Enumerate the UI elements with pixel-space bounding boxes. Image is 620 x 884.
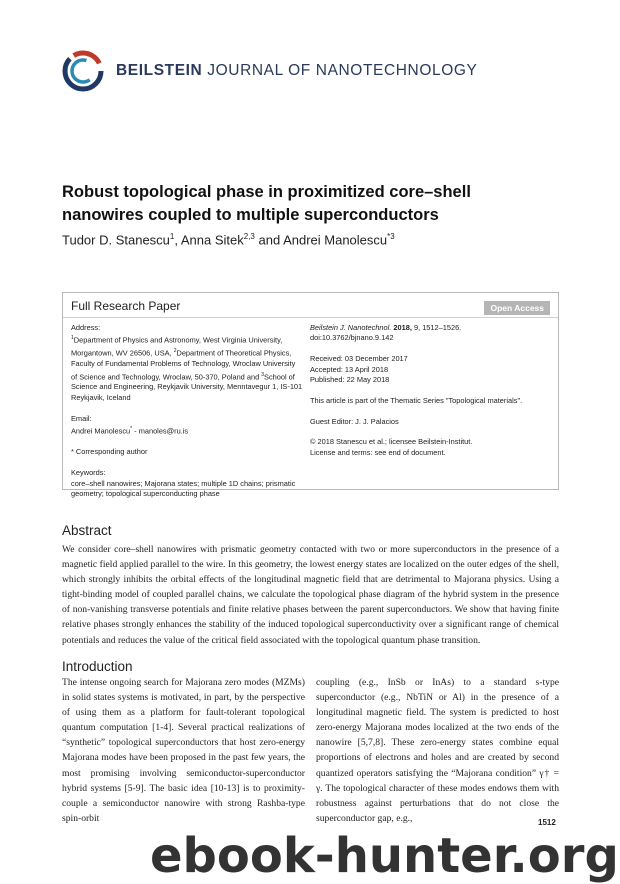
author-list: Tudor D. Stanescu$^1$, Anna Sitek$^{2,3}$ and Andrei Manolescu$^{*3}$ (62, 232, 395, 248)
author-affiliation: *3 (387, 232, 395, 241)
author-name: Tudor D. Stanescu (62, 232, 170, 248)
guest-editor: Guest Editor: J. J. Palacios (310, 416, 399, 426)
page-number: 1512 (538, 818, 556, 827)
author-affiliation: 2,3 (243, 232, 255, 241)
introduction-right-column: coupling (e.g., InSb or InAs) to a standard s-type superconductor (e.g., NbTiN or Al) in the presence of a longitudinal magnetic field. The system is predicted to host zero-energy Majorana modes localized at the two ends of the nanowire [5,7,8]. These zero-energy states combine equal proportions of electrons and holes and are created by second quantized operators satisfying the “Majorana condition” γ† = γ. The topological character of these modes endows them with robustness against perturbations that do not close the superconductor gap, e.g., (316, 677, 559, 824)
address-text: $^1$Department of Physics and Astronomy, West Virginia University, Morgantown, WV 26506, USA, $^2$Department of Theoretical Physics, Faculty of Fundamental Problems of Technology, Wroclaw University of Science and Technology, Wroclaw, 50-370, Poland and $^3$School of Science and Engineering, Reykjavik University, Menntavegur 1, IS-101 Reykjavik, Iceland (71, 335, 303, 402)
watermark: ebook-hunter.org (150, 828, 619, 884)
author-affiliation: 1 (169, 232, 175, 241)
address-label: Address: (71, 323, 101, 332)
copyright: © 2018 Stanescu et al.; licensee Beilstein-Institut. (310, 437, 473, 447)
info-left-column (71, 323, 303, 499)
email-label: Email: (71, 413, 92, 423)
abstract-text: We consider core–shell nanowires with prismatic geometry contacted with two or more superconductors in the presence of a magnetic field applied parallel to the wire. In this geometry, the lowest energy states are localized on the outer edges of the shell, which strongly inhibits the orbital effects of the longitudinal magnetic field that are detrimental to Majorana physics. Using a tight-binding model of coupled parallel chains, we calculate the topological phase diagram of the hybrid system in the presence of non-vanishing transverse potentials and finite relative phases between the parent superconductors. We show that having finite relative phases strongly enhances the stability of the induced topological superconductivity over a significant range of chemical potentials and reduces the value of the critical field associated with the topological quantum phase transition. (62, 544, 559, 646)
article-type: Full Research Paper (71, 299, 181, 313)
article-info-box (62, 292, 559, 498)
info-right-column (310, 323, 555, 458)
article-title: Robust topological phase in proximitized core–shell nanowires coupled to multiple superconductors (62, 183, 471, 224)
journal-name: BEILSTEIN JOURNAL OF NANOTECHNOLOGY (116, 62, 478, 79)
email-text: Andrei Manolescu* - manoles@ru.is (71, 426, 189, 436)
author-name: Anna Sitek (180, 232, 244, 248)
keywords-label: Keywords: (71, 468, 106, 478)
keywords-text: core–shell nanowires; Majorana states; multiple 1D chains; prismatic geometry; topological superconducting phase (71, 478, 296, 498)
published-date: Published: 22 May 2018 (310, 375, 390, 385)
divider (63, 317, 558, 318)
introduction-left-column: The intense ongoing search for Majorana zero modes (MZMs) in solid states systems is motivated, in part, by the perspective of using them as a platform for fault-tolerant topological quantum computation [1-4]. Several practical realizations of “synthetic” topological superconductors that host zero-energy Majorana modes have been proposed in the past few years, the most promising involving semiconductor-superconductor hybrid systems [5-9]. The basic idea [10-13] is to proximity-couple a semiconductor nanowire with strong Rashba-type spin-orbit (62, 677, 305, 824)
corresponding-author-note: * Corresponding author (71, 447, 148, 457)
thematic-series-note: This article is part of the Thematic Series "Topological materials". (310, 395, 523, 405)
citation: Beilstein J. Nanotechnol. 2018, 9, 1512–1526. (310, 323, 462, 332)
doi-link[interactable]: doi:10.3762/bjnano.9.142 (310, 333, 394, 343)
journal-logo (62, 50, 502, 94)
accepted-date: Accepted: 13 April 2018 (310, 364, 389, 374)
beilstein-logo-icon (62, 50, 104, 92)
introduction-heading: Introduction (62, 659, 133, 674)
author-name: Andrei Manolescu (283, 232, 388, 248)
email-link[interactable]: - manoles@ru.is (132, 426, 189, 436)
open-access-badge: Open Access (484, 301, 550, 315)
license: License and terms: see end of document. (310, 447, 446, 457)
received-date: Received: 03 December 2017 (310, 354, 408, 364)
abstract-heading: Abstract (62, 523, 112, 538)
